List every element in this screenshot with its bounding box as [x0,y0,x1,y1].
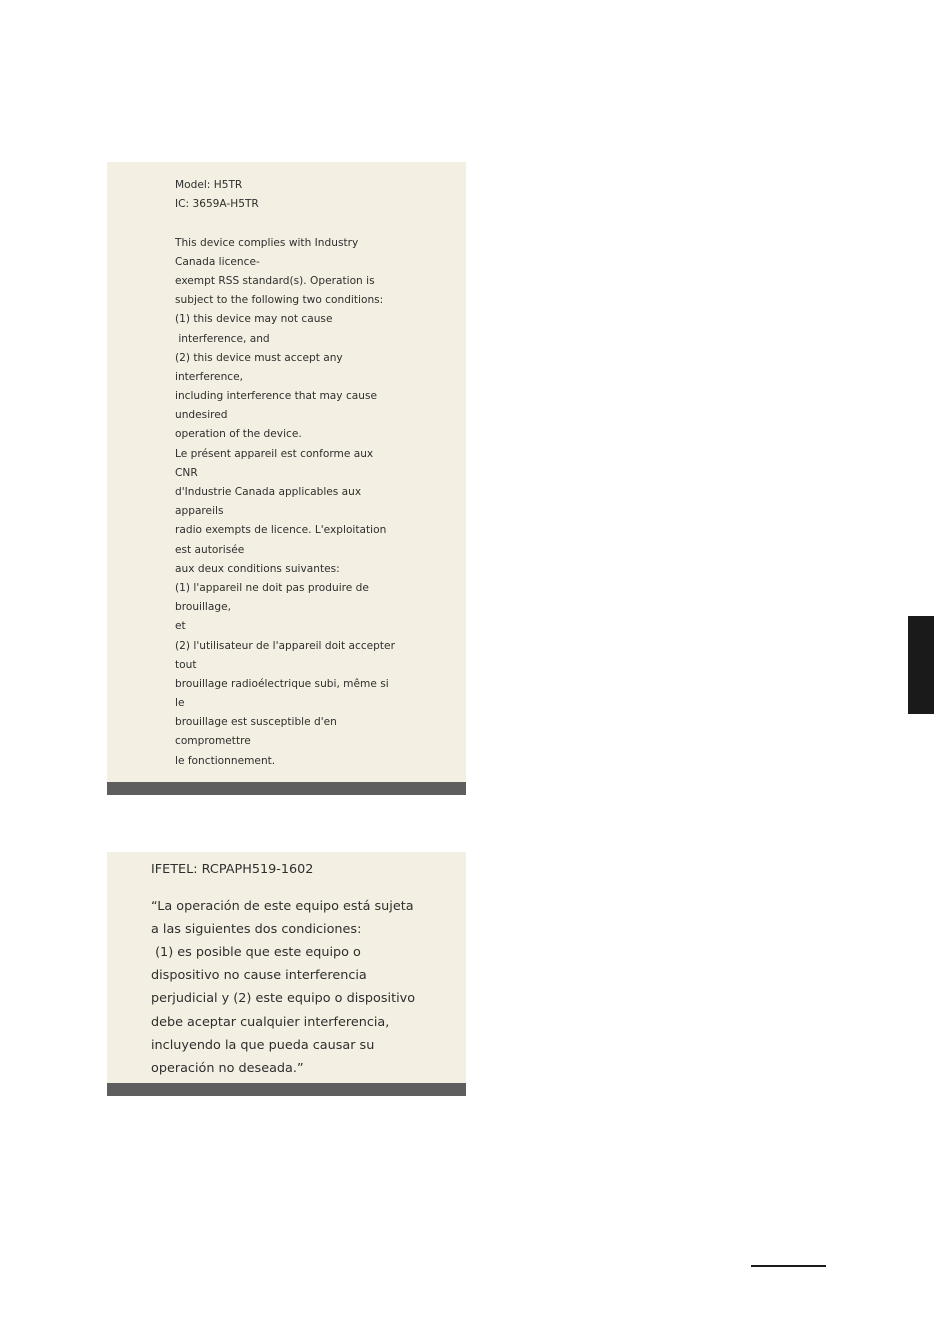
label-line: radio exempts de licence. L'exploitation [175,524,387,537]
label-line: aux deux conditions suivantes: [175,562,340,575]
label-line: Canada licence- [175,255,260,268]
label-line: exempt RSS standard(s). Operation is [175,274,375,287]
ifetel-title: IFETEL: RCPAPH519-1602 [151,862,314,877]
label-line: dispositivo no cause interferencia [151,968,367,984]
section-edge-tab [908,616,934,714]
label-line: appareils [175,505,224,518]
label-line: est autorisée [175,543,245,556]
label-line: IC: 3659A-H5TR [175,198,259,211]
label-line: debe aceptar cualquier interferencia, [151,1014,390,1030]
label-line: undesired [175,409,228,422]
label-line: a las siguientes dos condiciones: [151,922,362,938]
label-line: “La operación de este equipo está sujeta [151,899,414,915]
label-line: (2) l'utilisateur de l'appareil doit accepter [175,639,395,652]
label-line: interference, [175,370,243,383]
label-line: (1) es posible que este equipo o [151,945,361,961]
label-line: brouillage est susceptible d'en [175,716,337,729]
label-line: subject to the following two conditions: [175,294,384,307]
label-line: operation of the device. [175,428,302,441]
label-line: Le présent appareil est conforme aux [175,447,374,460]
ic-compliance-text [175,176,395,771]
label-line: Model: H5TR [175,179,243,191]
label-line: d'Industrie Canada applicables aux [175,486,362,498]
label-line: tout [175,658,197,671]
label-line: (1) this device may not cause [175,313,333,326]
label-line: including interference that may cause [175,390,378,403]
label-line: compromettre [175,735,251,748]
label-line: brouillage, [175,601,231,614]
label-line: le [175,697,185,710]
page-number-rule [751,1265,826,1267]
label-footer-bar [107,782,466,795]
ic-compliance-label [107,162,466,795]
label-line: CNR [175,466,198,479]
label-line: (2) this device must accept any [175,351,343,364]
label-footer-bar [107,1083,466,1096]
label-line: incluyendo la que pueda causar su [151,1037,375,1053]
label-line: operación no deseada.” [151,1060,304,1076]
ifetel-compliance-label [107,852,466,1096]
label-line: (1) l'appareil ne doit pas produire de [175,581,369,594]
label-line: le fonctionnement. [175,754,276,767]
label-line: This device complies with Industry [175,236,359,249]
label-line: interference, and [175,332,270,345]
label-line: brouillage radioélectrique subi, même si [175,677,389,690]
label-line: et [175,620,186,633]
label-line: perjudicial y (2) este equipo o dispositivo [151,991,416,1007]
label-line-spacer [175,214,395,233]
ifetel-compliance-text [151,858,415,1080]
